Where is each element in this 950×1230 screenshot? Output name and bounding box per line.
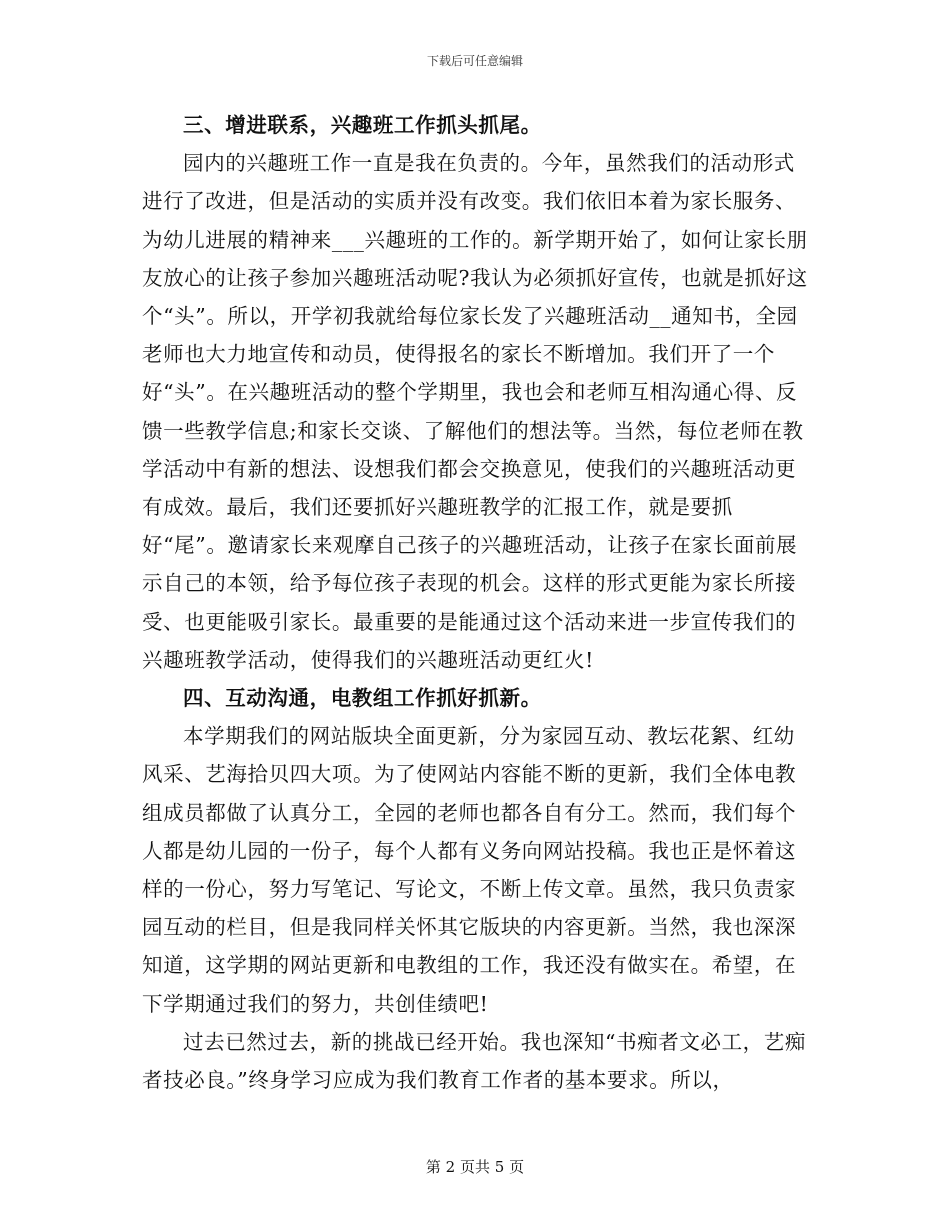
section-heading-3: 三、增进联系，兴趣班工作抓头抓尾。	[183, 113, 542, 137]
paragraph-interest-class: 园内的兴趣班工作一直是我在负责的。今年，虽然我们的活动形式进行了改进，但是活动的实质并没有改变。我们依旧本着为家长服务、为幼儿进展的精神来___兴趣班的工作的。新学期开始了，如何让家长朋友放心的让孩子参加兴趣班活动呢?我认为必须抓好宣传，也就是抓好这个“头”。所以，开学初我就给每位家长发了兴趣班活动__通知书，全园老师也大力地宣传和动员，使得报名的家长不断增加。我们开了一个好“头”。在兴趣班活动的整个学期里，我也会和老师互相沟通心得、反馈一些教学信息;和家长交谈、了解他们的想法等。当然，每位老师在教学活动中有新的想法、设想我们都会交换意见，使我们的兴趣班活动更有成效。最后，我们还要抓好兴趣班教学的汇报工作，就是要抓好“尾”。邀请家长来观摩自己孩子的兴趣班活动，让孩子在家长面前展示自己的本领，给予每位孩子表现的机会。这样的形式更能为家长所接受、也更能吸引家长。最重要的是能通过这个活动来进一步宣传我们的兴趣班教学活动，使得我们的兴趣班活动更红火!	[142, 151, 808, 672]
section-heading-4: 四、互动沟通，电教组工作抓好抓新。	[183, 686, 542, 711]
page-footer: 第 2 页共 5 页	[425, 1158, 525, 1176]
document-body	[142, 106, 808, 1099]
paragraph-conclusion: 过去已然过去，新的挑战已经开始。我也深知“书痴者文必工，艺痴者技必良。”终身学习应成为我们教育工作者的基本要求。所以，	[142, 1029, 806, 1093]
page-header: 下载后可任意编辑	[426, 54, 523, 68]
paragraph-website: 本学期我们的网站版块全面更新，分为家园互动、教坛花絮、红幼风采、艺海拾贝四大项。为了使网站内容能不断的更新，我们全体电教组成员都做了认真分工，全园的老师也都各自有分工。然而，我们每个人都是幼儿园的一份子，每个人都有义务向网站投稿。我也正是怀着这样的一份心，努力写笔记、写论文，不断上传文章。虽然，我只负责家园互动的栏目，但是我同样关怀其它版块的内容更新。当然，我也深深知道，这学期的网站更新和电教组的工作，我还没有做实在。希望，在下学期通过我们的努力，共创佳绩吧!	[142, 724, 797, 1016]
